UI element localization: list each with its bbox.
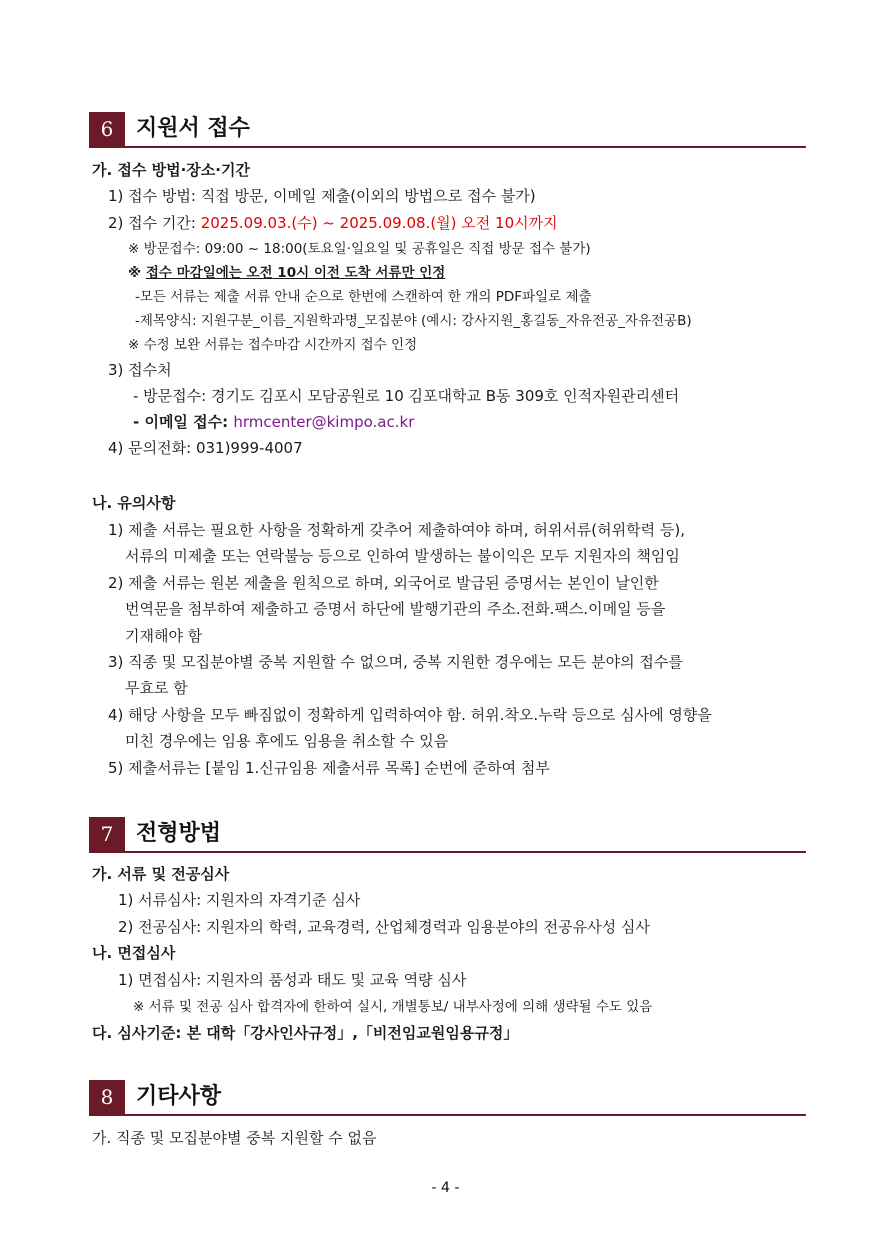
caution-5: 5) 제출서류는 [붙임 1.신규임용 제출서류 목록] 순번에 준하여 첨부	[108, 759, 550, 777]
section-number: 8	[89, 1080, 125, 1114]
item-2-label: 2) 접수 기간:	[108, 214, 201, 232]
deadline-date: 2025.09.03.(수) ~ 2025.09.08.(월) 오전 10시까지	[200, 214, 558, 232]
section-title: 지원서 접수	[136, 116, 250, 141]
caution-4a: 4) 해당 사항을 모두 빠짐없이 정확하게 입력하여야 함. 허위.착오.누락 등으로 심사에 영향을	[108, 706, 712, 724]
item-2	[108, 212, 558, 234]
interview-1: 1) 면접심사: 지원자의 품성과 태도 및 교육 역량 심사	[118, 971, 467, 989]
email-address[interactable]: hrmcenter@kimpo.ac.kr	[233, 413, 415, 431]
section-number: 6	[89, 112, 125, 146]
note-deadline-text: 접수 마감일에는 오전 10시 이전 도착 서류만 인정	[145, 265, 446, 281]
note-title-format: -제목양식: 지원구분_이름_지원학과명_모집분야 (예시: 강사지원_홍길동_자유전공_자유전공B)	[135, 313, 692, 329]
note-scan: -모든 서류는 제출 서류 안내 순으로 한번에 스캔하여 한 개의 PDF파일로 제출	[135, 289, 592, 305]
subheading-da: 다. 심사기준: 본 대학「강사인사규정」,「비전임교원임용규정」	[92, 1024, 519, 1042]
page-number: - 4 -	[431, 1180, 460, 1196]
caution-3b: 무효로 함	[125, 679, 188, 697]
caution-4b: 미친 경우에는 임용 후에도 임용을 취소할 수 있음	[125, 732, 449, 750]
caution-1a: 1) 제출 서류는 필요한 사항을 정확하게 갖추어 제출하여야 하며, 허위서류(허위학력 등),	[108, 521, 685, 539]
subheading-na: 나. 면접심사	[92, 944, 176, 962]
subheading-ga: 가. 서류 및 전공심사	[92, 865, 230, 883]
section-title: 전형방법	[136, 821, 222, 846]
section-8-header	[89, 1080, 806, 1116]
section-number: 7	[89, 817, 125, 851]
note-deadline	[128, 262, 445, 284]
email-line	[133, 411, 414, 433]
item-3: 3) 접수처	[108, 361, 172, 379]
caution-3a: 3) 직종 및 모집분야별 중복 지원할 수 없으며, 중복 지원한 경우에는 모든 분야의 접수를	[108, 653, 683, 671]
note-visit-hours: ※ 방문접수: 09:00 ~ 18:00(토요일·일요일 및 공휴일은 직접 방문 접수 불가)	[128, 241, 591, 257]
email-label: - 이메일 접수:	[133, 413, 234, 431]
caution-2b: 번역문을 첨부하여 제출하고 증명서 하단에 발행기관의 주소.전화.팩스.이메일 등을	[125, 600, 666, 618]
note-revision: ※ 수정 보완 서류는 접수마감 시간까지 접수 인정	[128, 337, 418, 353]
section-6-header	[89, 112, 806, 148]
note-mark: ※	[128, 265, 146, 281]
subheading-ga: 가. 접수 방법·장소·기간	[92, 161, 250, 179]
item-4: 4) 문의전화: 031)999-4007	[108, 439, 303, 457]
caution-1b: 서류의 미제출 또는 연락불능 등으로 인하여 발생하는 불이익은 모두 지원자의 책임임	[125, 547, 680, 565]
interview-note: ※ 서류 및 전공 심사 합격자에 한하여 실시, 개별통보/ 내부사정에 의해 생략될 수도 있음	[133, 999, 653, 1015]
subheading-na: 나. 유의사항	[92, 494, 176, 512]
caution-2a: 2) 제출 서류는 원본 제출을 원칙으로 하며, 외국어로 발급된 증명서는 본인이 날인한	[108, 574, 659, 592]
screening-2: 2) 전공심사: 지원자의 학력, 교육경력, 산업체경력과 임용분야의 전공유사성 심사	[118, 918, 650, 936]
section-title: 기타사항	[136, 1084, 222, 1109]
section-7-header	[89, 817, 806, 853]
misc-ga: 가. 직종 및 모집분야별 중복 지원할 수 없음	[92, 1129, 377, 1147]
item-1: 1) 접수 방법: 직접 방문, 이메일 제출(이외의 방법으로 접수 불가)	[108, 187, 536, 205]
screening-1: 1) 서류심사: 지원자의 자격기준 심사	[118, 891, 361, 909]
caution-2c: 기재해야 함	[125, 627, 203, 645]
visit-address: - 방문접수: 경기도 김포시 모담공원로 10 김포대학교 B동 309호 인적자원관리센터	[133, 387, 680, 405]
